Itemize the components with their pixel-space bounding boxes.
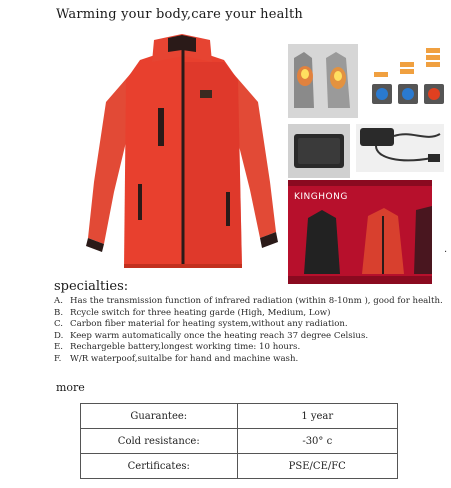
spec-table (80, 403, 398, 479)
table-row (81, 404, 398, 429)
spec-item (54, 354, 448, 366)
spec-text: Keep warm automatically once the heating reach 37 degree Celsius. (70, 330, 369, 341)
decorative-dot: . (444, 244, 448, 255)
product-photos (56, 28, 448, 290)
box-brand-label: KINGHONG (294, 192, 348, 202)
spec-text: Rcycle switch for three heating garde (High, Medium, Low) (70, 307, 331, 318)
table-value: -30° c (237, 429, 397, 454)
spec-item (54, 296, 448, 308)
spec-text: Rechargeble battery,longest working time: 10 hours. (70, 342, 301, 353)
table-key: Guarantee: (81, 404, 238, 429)
headline: Warming your body,care your health (56, 7, 303, 22)
spec-letter: F. (54, 353, 62, 364)
table-key: Cold resistance: (81, 429, 238, 454)
more-link[interactable]: more (56, 381, 85, 394)
spec-item (54, 331, 448, 343)
table-key: Certificates: (81, 454, 238, 479)
charger-photo (356, 124, 444, 172)
table-row (81, 454, 398, 479)
spec-text: W/R waterpoof,suitalbe for hand and machine wash. (70, 353, 299, 364)
spec-text: Carbon fiber material for heating system,without any radiation. (70, 319, 348, 330)
specialties-title: specialties: (54, 279, 129, 294)
specialties-list (54, 296, 448, 366)
table-value: PSE/CE/FC (237, 454, 397, 479)
heat-switch-photo (370, 46, 444, 118)
table-row (81, 429, 398, 454)
spec-item (54, 308, 448, 320)
spec-letter: C. (54, 319, 64, 330)
heated-vest-photo (288, 44, 358, 118)
jacket-photo (84, 32, 280, 278)
spec-letter: E. (54, 342, 64, 353)
spec-text: Has the transmission function of infrared radiation (within 8-10nm ), good for health. (70, 296, 443, 306)
spec-letter: A. (54, 296, 63, 306)
spec-item (54, 342, 448, 354)
product-box-photo (288, 180, 432, 284)
spec-item (54, 319, 448, 331)
spec-letter: B. (54, 307, 64, 318)
table-value: 1 year (237, 404, 397, 429)
battery-photo (288, 124, 350, 178)
spec-letter: D. (54, 330, 64, 341)
